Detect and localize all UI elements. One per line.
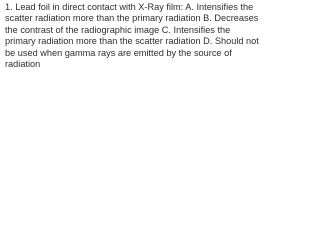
question-card [0,0,262,69]
question-text: 1. Lead foil in direct contact with X-Ray film: A. Intensifies the scatter radiation more than the primary radiation B. Decreases the contrast of the radiographic image C. Intensifies the primary radiation more than the scatter radiation D. Should not be used when gamma rays are emitted by the source of radiation [5,2,259,70]
